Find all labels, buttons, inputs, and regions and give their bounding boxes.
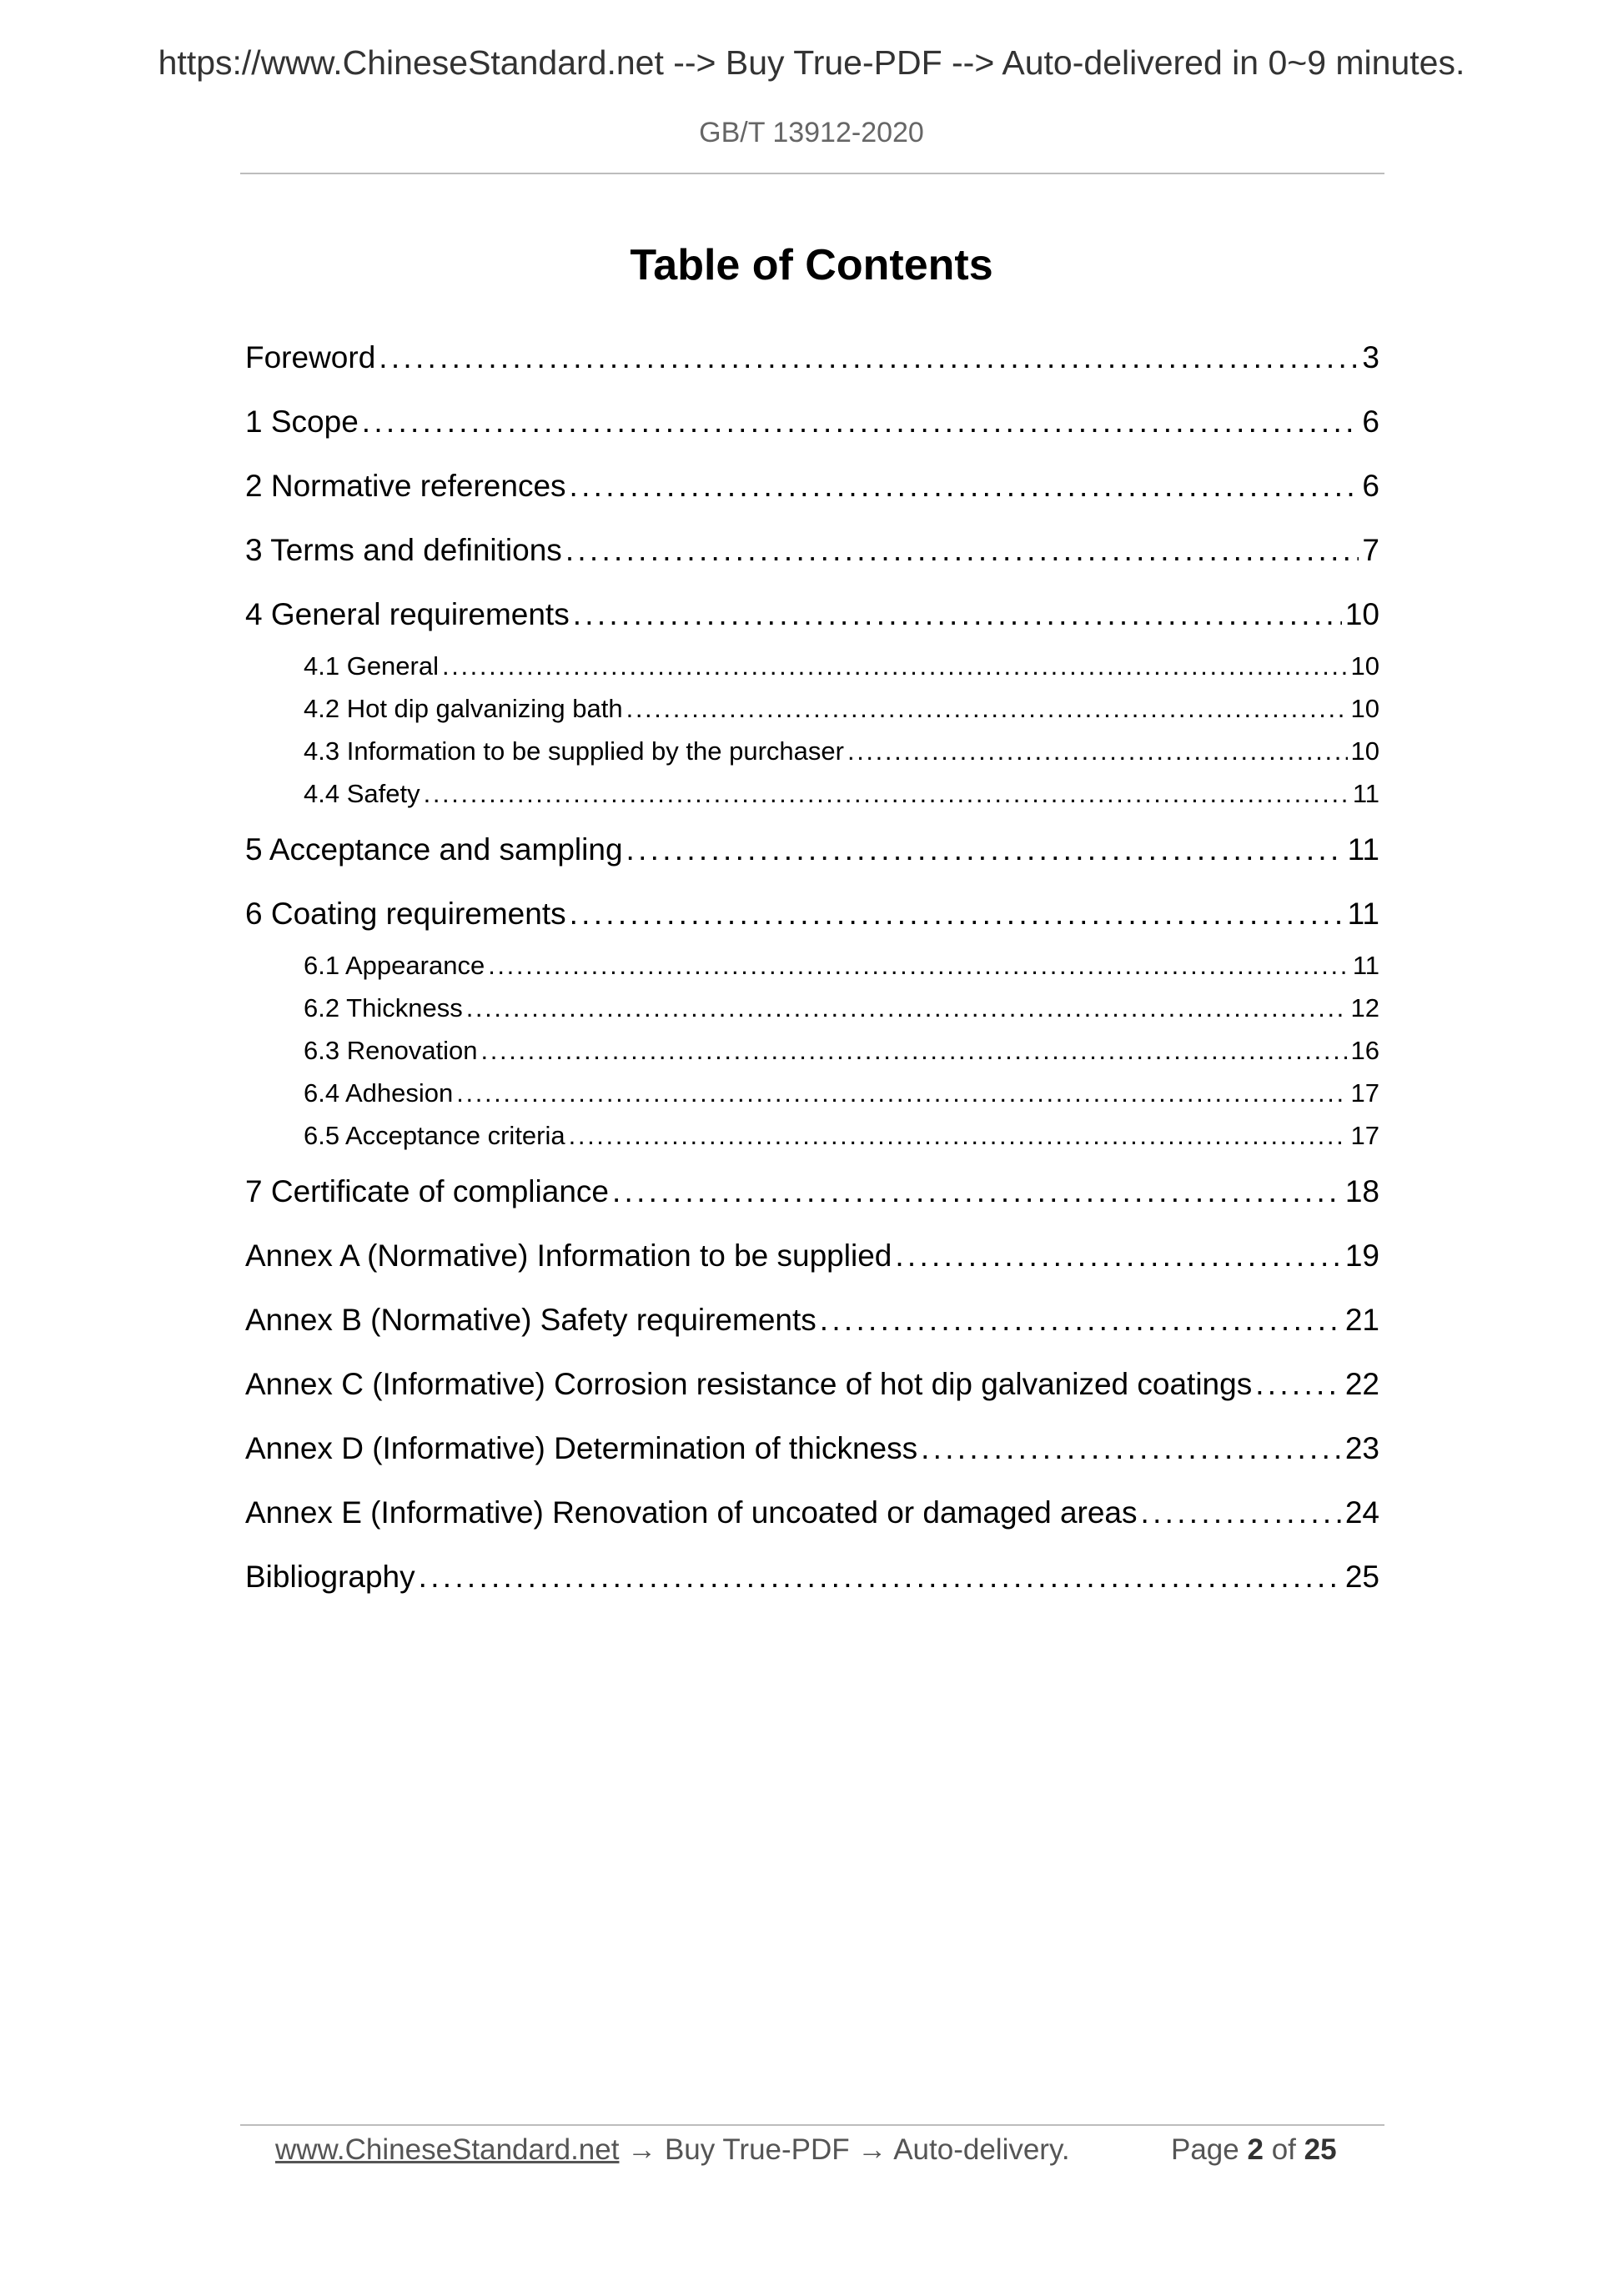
toc-leader-dots bbox=[466, 993, 1348, 1023]
toc-entry-label: 6 Coating requirements bbox=[245, 897, 566, 931]
footer-divider bbox=[240, 2124, 1384, 2126]
footer-site-link[interactable]: www.ChineseStandard.net bbox=[275, 2133, 620, 2166]
toc-entry-label: Foreword bbox=[245, 340, 376, 374]
toc-entry-page: 21 bbox=[1344, 1303, 1379, 1337]
arrow-icon: → bbox=[857, 2133, 887, 2166]
toc-entry-page: 19 bbox=[1344, 1238, 1379, 1273]
toc-entry-page: 12 bbox=[1350, 993, 1379, 1022]
toc-entry-label: Annex A (Normative) Information to be supplied bbox=[245, 1238, 892, 1273]
toc-entry[interactable] bbox=[245, 1238, 1379, 1303]
toc-entry-page: 22 bbox=[1344, 1367, 1379, 1401]
of-word: of bbox=[1271, 2133, 1296, 2166]
toc-leader-dots bbox=[570, 469, 1359, 504]
toc-list bbox=[245, 340, 1379, 1624]
page-word: Page bbox=[1171, 2133, 1239, 2166]
toc-subentry[interactable] bbox=[245, 1036, 1379, 1078]
toc-entry[interactable] bbox=[245, 1303, 1379, 1367]
toc-entry-label: 4.1 General bbox=[304, 651, 439, 681]
arrow-icon: → bbox=[627, 2133, 657, 2166]
toc-leader-dots bbox=[569, 1121, 1348, 1151]
footer-delivery-text: Auto-delivery. bbox=[893, 2133, 1070, 2166]
toc-entry-page: 10 bbox=[1350, 651, 1379, 681]
footer-buy-text: Buy True-PDF bbox=[664, 2133, 850, 2166]
toc-entry-page: 24 bbox=[1344, 1495, 1379, 1530]
toc-entry-page: 17 bbox=[1350, 1078, 1379, 1108]
toc-leader-dots bbox=[626, 694, 1348, 724]
document-code: GB/T 13912-2020 bbox=[699, 117, 924, 148]
toc-subentry[interactable] bbox=[245, 694, 1379, 736]
toc-entry[interactable] bbox=[245, 1560, 1379, 1624]
toc-entry-page: 10 bbox=[1350, 736, 1379, 766]
toc-leader-dots bbox=[488, 951, 1349, 981]
toc-entry-page: 16 bbox=[1350, 1036, 1379, 1065]
toc-leader-dots bbox=[847, 736, 1348, 766]
toc-leader-dots bbox=[626, 832, 1344, 867]
toc-leader-dots bbox=[921, 1431, 1342, 1466]
toc-entry[interactable] bbox=[245, 1367, 1379, 1431]
toc-entry-page: 11 bbox=[1347, 832, 1379, 867]
toc-entry-label: 7 Certificate of compliance bbox=[245, 1174, 609, 1208]
toc-subentry[interactable] bbox=[245, 951, 1379, 993]
toc-entry-page: 11 bbox=[1352, 779, 1379, 808]
toc-subentry[interactable] bbox=[245, 1121, 1379, 1174]
toc-entry-page: 10 bbox=[1350, 694, 1379, 723]
toc-entry-page: 6 bbox=[1362, 404, 1379, 439]
toc-entry-label: 6.4 Adhesion bbox=[304, 1078, 454, 1108]
toc-entry-label: 5 Acceptance and sampling bbox=[245, 832, 623, 867]
toc-entry-page: 11 bbox=[1347, 897, 1379, 931]
toc-entry-label: Bibliography bbox=[245, 1560, 415, 1594]
toc-leader-dots bbox=[573, 597, 1342, 632]
toc-entry-page: 25 bbox=[1344, 1560, 1379, 1594]
page-total: 25 bbox=[1304, 2133, 1337, 2166]
toc-entry-page: 3 bbox=[1362, 340, 1379, 374]
toc-leader-dots bbox=[570, 897, 1344, 932]
toc-entry-label: Annex C (Informative) Corrosion resistance of hot dip galvanized coatings bbox=[245, 1367, 1253, 1401]
toc-leader-dots bbox=[442, 651, 1348, 681]
toc-subentry[interactable] bbox=[245, 651, 1379, 694]
toc-entry-page: 11 bbox=[1352, 951, 1379, 980]
toc-entry[interactable] bbox=[245, 533, 1379, 597]
toc-entry-label: Annex B (Normative) Safety requirements bbox=[245, 1303, 817, 1337]
toc-leader-dots bbox=[1255, 1367, 1342, 1402]
footer bbox=[275, 2133, 1070, 2167]
toc-entry-label: 2 Normative references bbox=[245, 469, 566, 503]
toc-entry-label: 6.2 Thickness bbox=[304, 993, 463, 1022]
toc-entry[interactable] bbox=[245, 832, 1379, 897]
toc-leader-dots bbox=[424, 779, 1349, 809]
toc-entry-label: 4 General requirements bbox=[245, 597, 570, 631]
toc-entry[interactable] bbox=[245, 1174, 1379, 1238]
toc-entry-label: Annex D (Informative) Determination of thickness bbox=[245, 1431, 918, 1465]
toc-entry[interactable] bbox=[245, 1431, 1379, 1495]
toc-entry-label: 4.2 Hot dip galvanizing bath bbox=[304, 694, 623, 723]
toc-entry-page: 7 bbox=[1362, 533, 1379, 567]
toc-entry-label: 6.3 Renovation bbox=[304, 1036, 478, 1065]
toc-entry[interactable] bbox=[245, 404, 1379, 469]
toc-entry-page: 10 bbox=[1344, 597, 1379, 631]
toc-title: Table of Contents bbox=[630, 241, 993, 289]
toc-entry[interactable] bbox=[245, 1495, 1379, 1560]
toc-leader-dots bbox=[612, 1174, 1342, 1209]
toc-leader-dots bbox=[379, 340, 1359, 375]
toc-entry-page: 23 bbox=[1344, 1431, 1379, 1465]
page-indicator bbox=[1171, 2133, 1337, 2167]
toc-entry-label: 3 Terms and definitions bbox=[245, 533, 562, 567]
toc-entry[interactable] bbox=[245, 469, 1379, 533]
toc-entry[interactable] bbox=[245, 340, 1379, 404]
toc-leader-dots bbox=[820, 1303, 1342, 1338]
toc-subentry[interactable] bbox=[245, 1078, 1379, 1121]
header-divider bbox=[240, 173, 1384, 174]
toc-subentry[interactable] bbox=[245, 993, 1379, 1036]
toc-entry-label: 6.5 Acceptance criteria bbox=[304, 1121, 565, 1150]
toc-leader-dots bbox=[565, 533, 1359, 568]
toc-entry-label: 4.4 Safety bbox=[304, 779, 420, 808]
toc-subentry[interactable] bbox=[245, 736, 1379, 779]
toc-entry-page: 18 bbox=[1344, 1174, 1379, 1208]
toc-leader-dots bbox=[1141, 1495, 1342, 1530]
toc-entry-page: 17 bbox=[1350, 1121, 1379, 1150]
toc-entry-label: 1 Scope bbox=[245, 404, 359, 439]
toc-entry-page: 6 bbox=[1362, 469, 1379, 503]
toc-entry-label: 4.3 Information to be supplied by the purchaser bbox=[304, 736, 844, 766]
header-banner: https://www.ChineseStandard.net --> Buy True-PDF --> Auto-delivered in 0~9 minutes. bbox=[158, 43, 1465, 82]
page-current: 2 bbox=[1247, 2133, 1264, 2166]
toc-leader-dots bbox=[362, 404, 1359, 440]
toc-leader-dots bbox=[419, 1560, 1342, 1595]
toc-subentry[interactable] bbox=[245, 779, 1379, 832]
toc-leader-dots bbox=[481, 1036, 1348, 1066]
toc-entry-label: Annex E (Informative) Renovation of uncoated or damaged areas bbox=[245, 1495, 1138, 1530]
toc-leader-dots bbox=[456, 1078, 1347, 1108]
toc-leader-dots bbox=[895, 1238, 1341, 1274]
toc-entry-label: 6.1 Appearance bbox=[304, 951, 485, 980]
